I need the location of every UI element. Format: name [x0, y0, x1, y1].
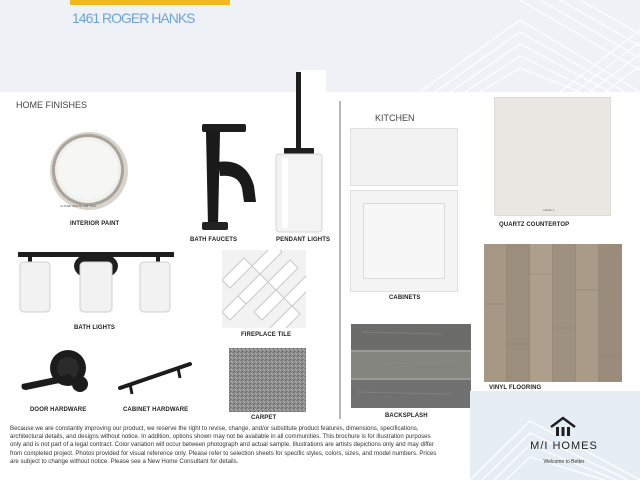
caption-pendant-lights: PENDANT LIGHTS [276, 237, 331, 243]
bath-faucet-image [198, 122, 260, 239]
section-title-home-finishes: HOME FINISHES [16, 100, 88, 110]
caption-cabinets: CABINETS [389, 295, 421, 301]
caption-cabinet-hardware: CABINET HARDWARE [123, 407, 189, 413]
caption-carpet: CARPET [251, 415, 277, 421]
caption-quartz-countertop: QUARTZ COUNTERTOP [499, 222, 570, 228]
plan-name-title: 1461 ROGER HANKS [72, 10, 195, 26]
caption-bath-faucets: BATH FAUCETS [190, 237, 238, 243]
backsplash-image [351, 324, 471, 413]
vinyl-flooring-image [484, 244, 622, 387]
cabinet-hardware-image [116, 356, 198, 401]
caption-vinyl-flooring: VINYL FLOORING [489, 385, 542, 391]
caption-fireplace-tile: FIREPLACE TILE [241, 332, 292, 338]
caption-door-hardware: DOOR HARDWARE [30, 407, 87, 413]
caption-interior-paint: INTERIOR PAINT [70, 221, 120, 227]
caption-backsplash: BACKSPLASH [385, 413, 428, 419]
caption-bath-lights: BATH LIGHTS [74, 325, 115, 331]
carpet-swatch-image [229, 348, 306, 412]
door-hardware-image [20, 348, 100, 403]
pendant-light-image [274, 72, 324, 239]
header-accent-bar [70, 0, 230, 5]
upper-cabinet-image [350, 128, 458, 186]
fireplace-tile-image [222, 250, 306, 333]
disclaimer-text: Because we are constantly improving our product, we reserve the right to revise, change, and/or substitute product features, dimensions, specifications, architectural details, and designs without notice. In addition, options shown may not be available in all communities. This brochure is for illustration purposes only and is not part of a legal contract. Color variation will occur between photograph and actual sample. Illustrations are artists depictions only and may differ from completed project. Photos provided for visual reference only. Please refer to selection sheets for specific styles, colors, sizes, and model numbers. Prices are subject to change without notice. Please see a New Home Consultant for details. [10, 425, 437, 465]
quartz-sample-label: LEVEL 1 [543, 208, 555, 212]
brand-tagline: Welcome to Better [543, 459, 585, 465]
paint-swatch-label: ALPINE WHITE SW 7514 [60, 204, 97, 208]
section-divider [339, 101, 341, 419]
brand-name: M/I HOMES [530, 440, 598, 452]
section-title-kitchen: KITCHEN [375, 113, 415, 123]
house-logo-icon [549, 416, 577, 443]
cabinet-door-image [350, 190, 458, 292]
bath-lights-image [16, 250, 176, 321]
quartz-countertop-image [494, 97, 611, 216]
